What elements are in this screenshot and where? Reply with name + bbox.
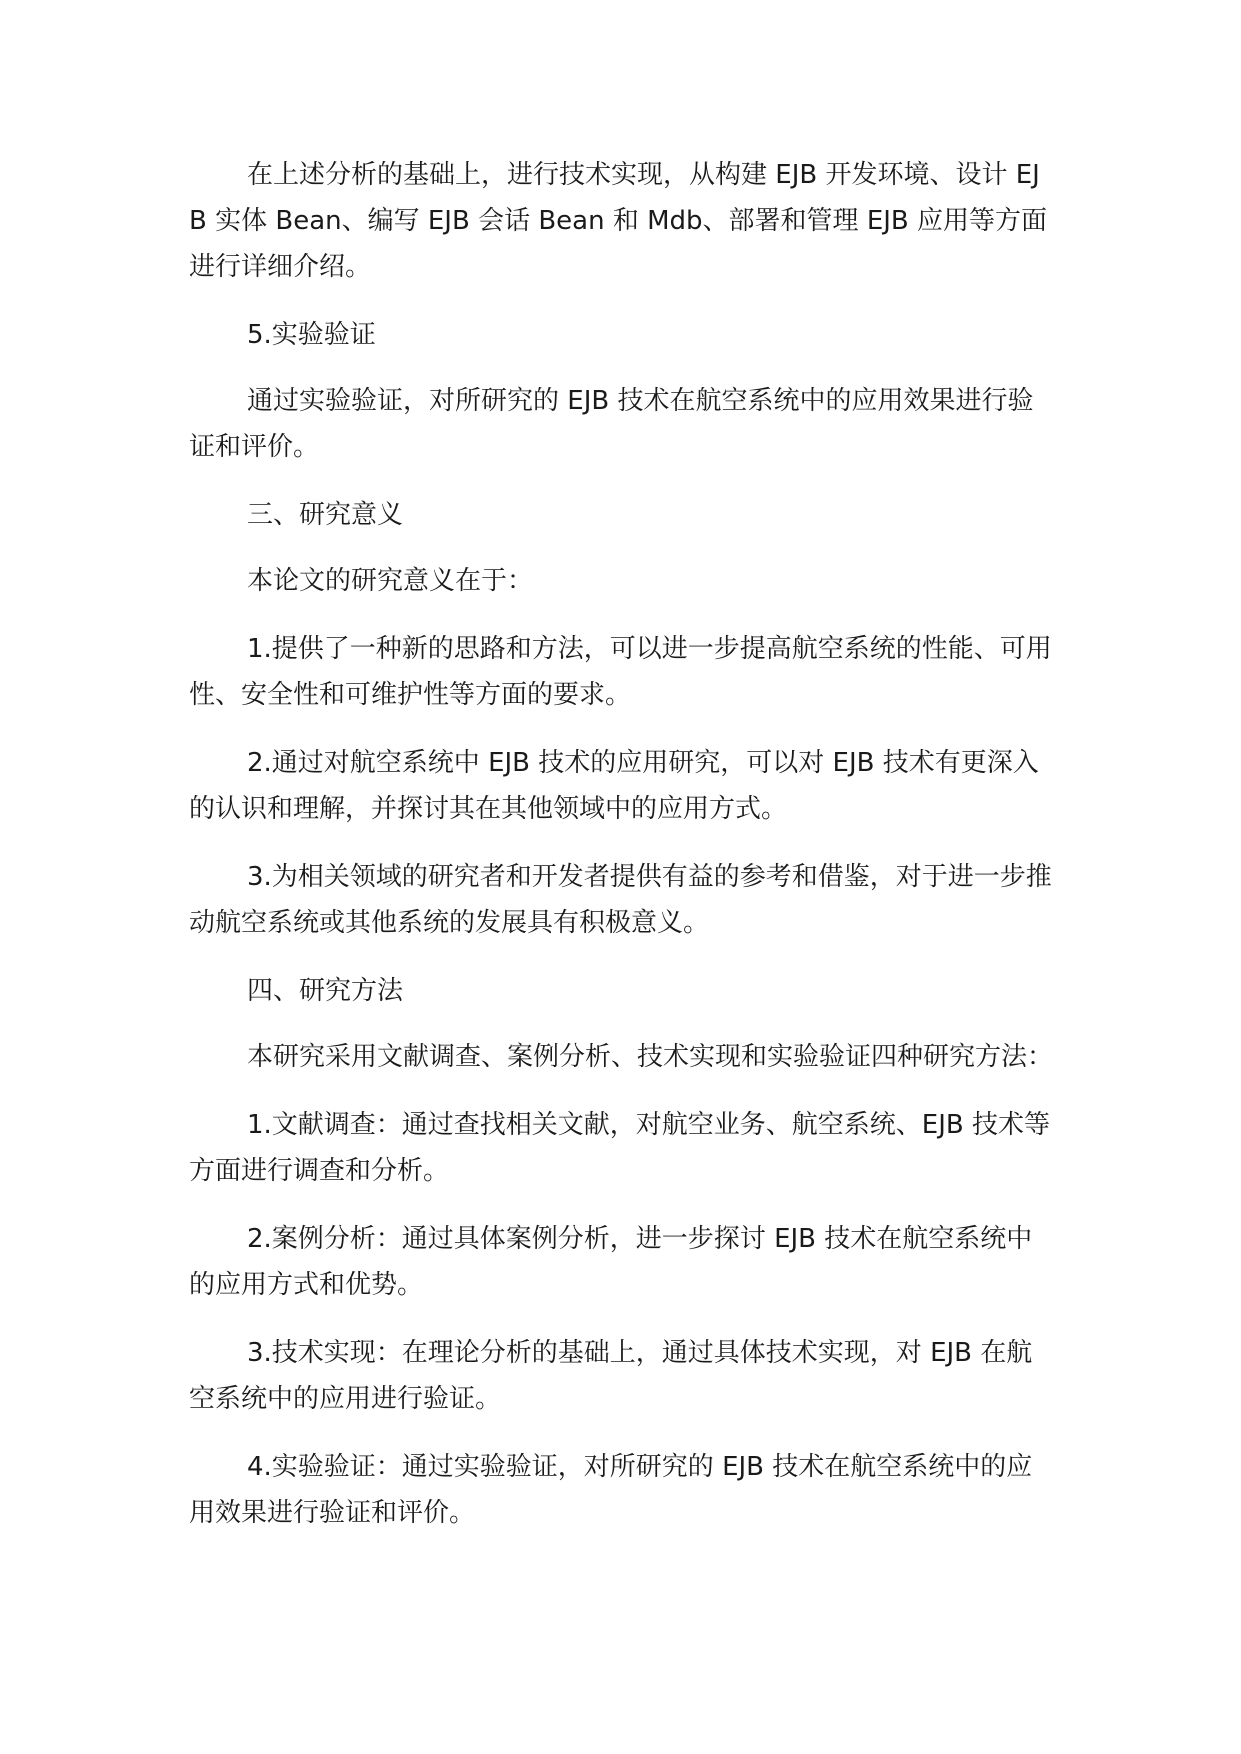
paragraph-significance-intro: 本论文的研究意义在于： xyxy=(247,566,534,596)
section-heading-methods: 四、研究方法 xyxy=(247,976,404,1006)
list-item-significance-1: 1.提供了一种新的思路和方法，可以进一步提高航空系统的性能、可用性、安全性和可维护性等方面的要求。 xyxy=(189,634,1052,710)
paragraph-experiment-summary: 通过实验验证，对所研究的 EJB 技术在航空系统中的应用效果进行验证和评价。 xyxy=(189,386,1034,462)
paragraph-implementation-summary: 在上述分析的基础上，进行技术实现，从构建 EJB 开发环境、设计 EJB 实体 Bean、编写 EJB 会话 Bean 和 Mdb、部署和管理 EJB 应用等方面进行详细介绍。 xyxy=(189,160,1048,282)
section-heading-significance: 三、研究意义 xyxy=(247,500,404,530)
list-item-method-3: 3.技术实现：在理论分析的基础上，通过具体技术实现，对 EJB 在航空系统中的应用进行验证。 xyxy=(189,1338,1033,1414)
list-item-method-1: 1.文献调查：通过查找相关文献，对航空业务、航空系统、EJB 技术等方面进行调查和分析。 xyxy=(189,1110,1051,1186)
paragraph-methods-intro: 本研究采用文献调查、案例分析、技术实现和实验验证四种研究方法： xyxy=(247,1042,1054,1072)
list-item-significance-2: 2.通过对航空系统中 EJB 技术的应用研究，可以对 EJB 技术有更深入的认识和理解，并探讨其在其他领域中的应用方式。 xyxy=(189,748,1039,824)
list-item-significance-3: 3.为相关领域的研究者和开发者提供有益的参考和借鉴，对于进一步推动航空系统或其他系统的发展具有积极意义。 xyxy=(189,862,1052,938)
list-item-method-4: 4.实验验证：通过实验验证，对所研究的 EJB 技术在航空系统中的应用效果进行验证和评价。 xyxy=(189,1452,1033,1528)
section-heading-experiment: 5.实验验证 xyxy=(247,320,376,350)
list-item-method-2: 2.案例分析：通过具体案例分析，进一步探讨 EJB 技术在航空系统中的应用方式和优势。 xyxy=(189,1224,1033,1300)
document-body xyxy=(189,152,1055,1558)
